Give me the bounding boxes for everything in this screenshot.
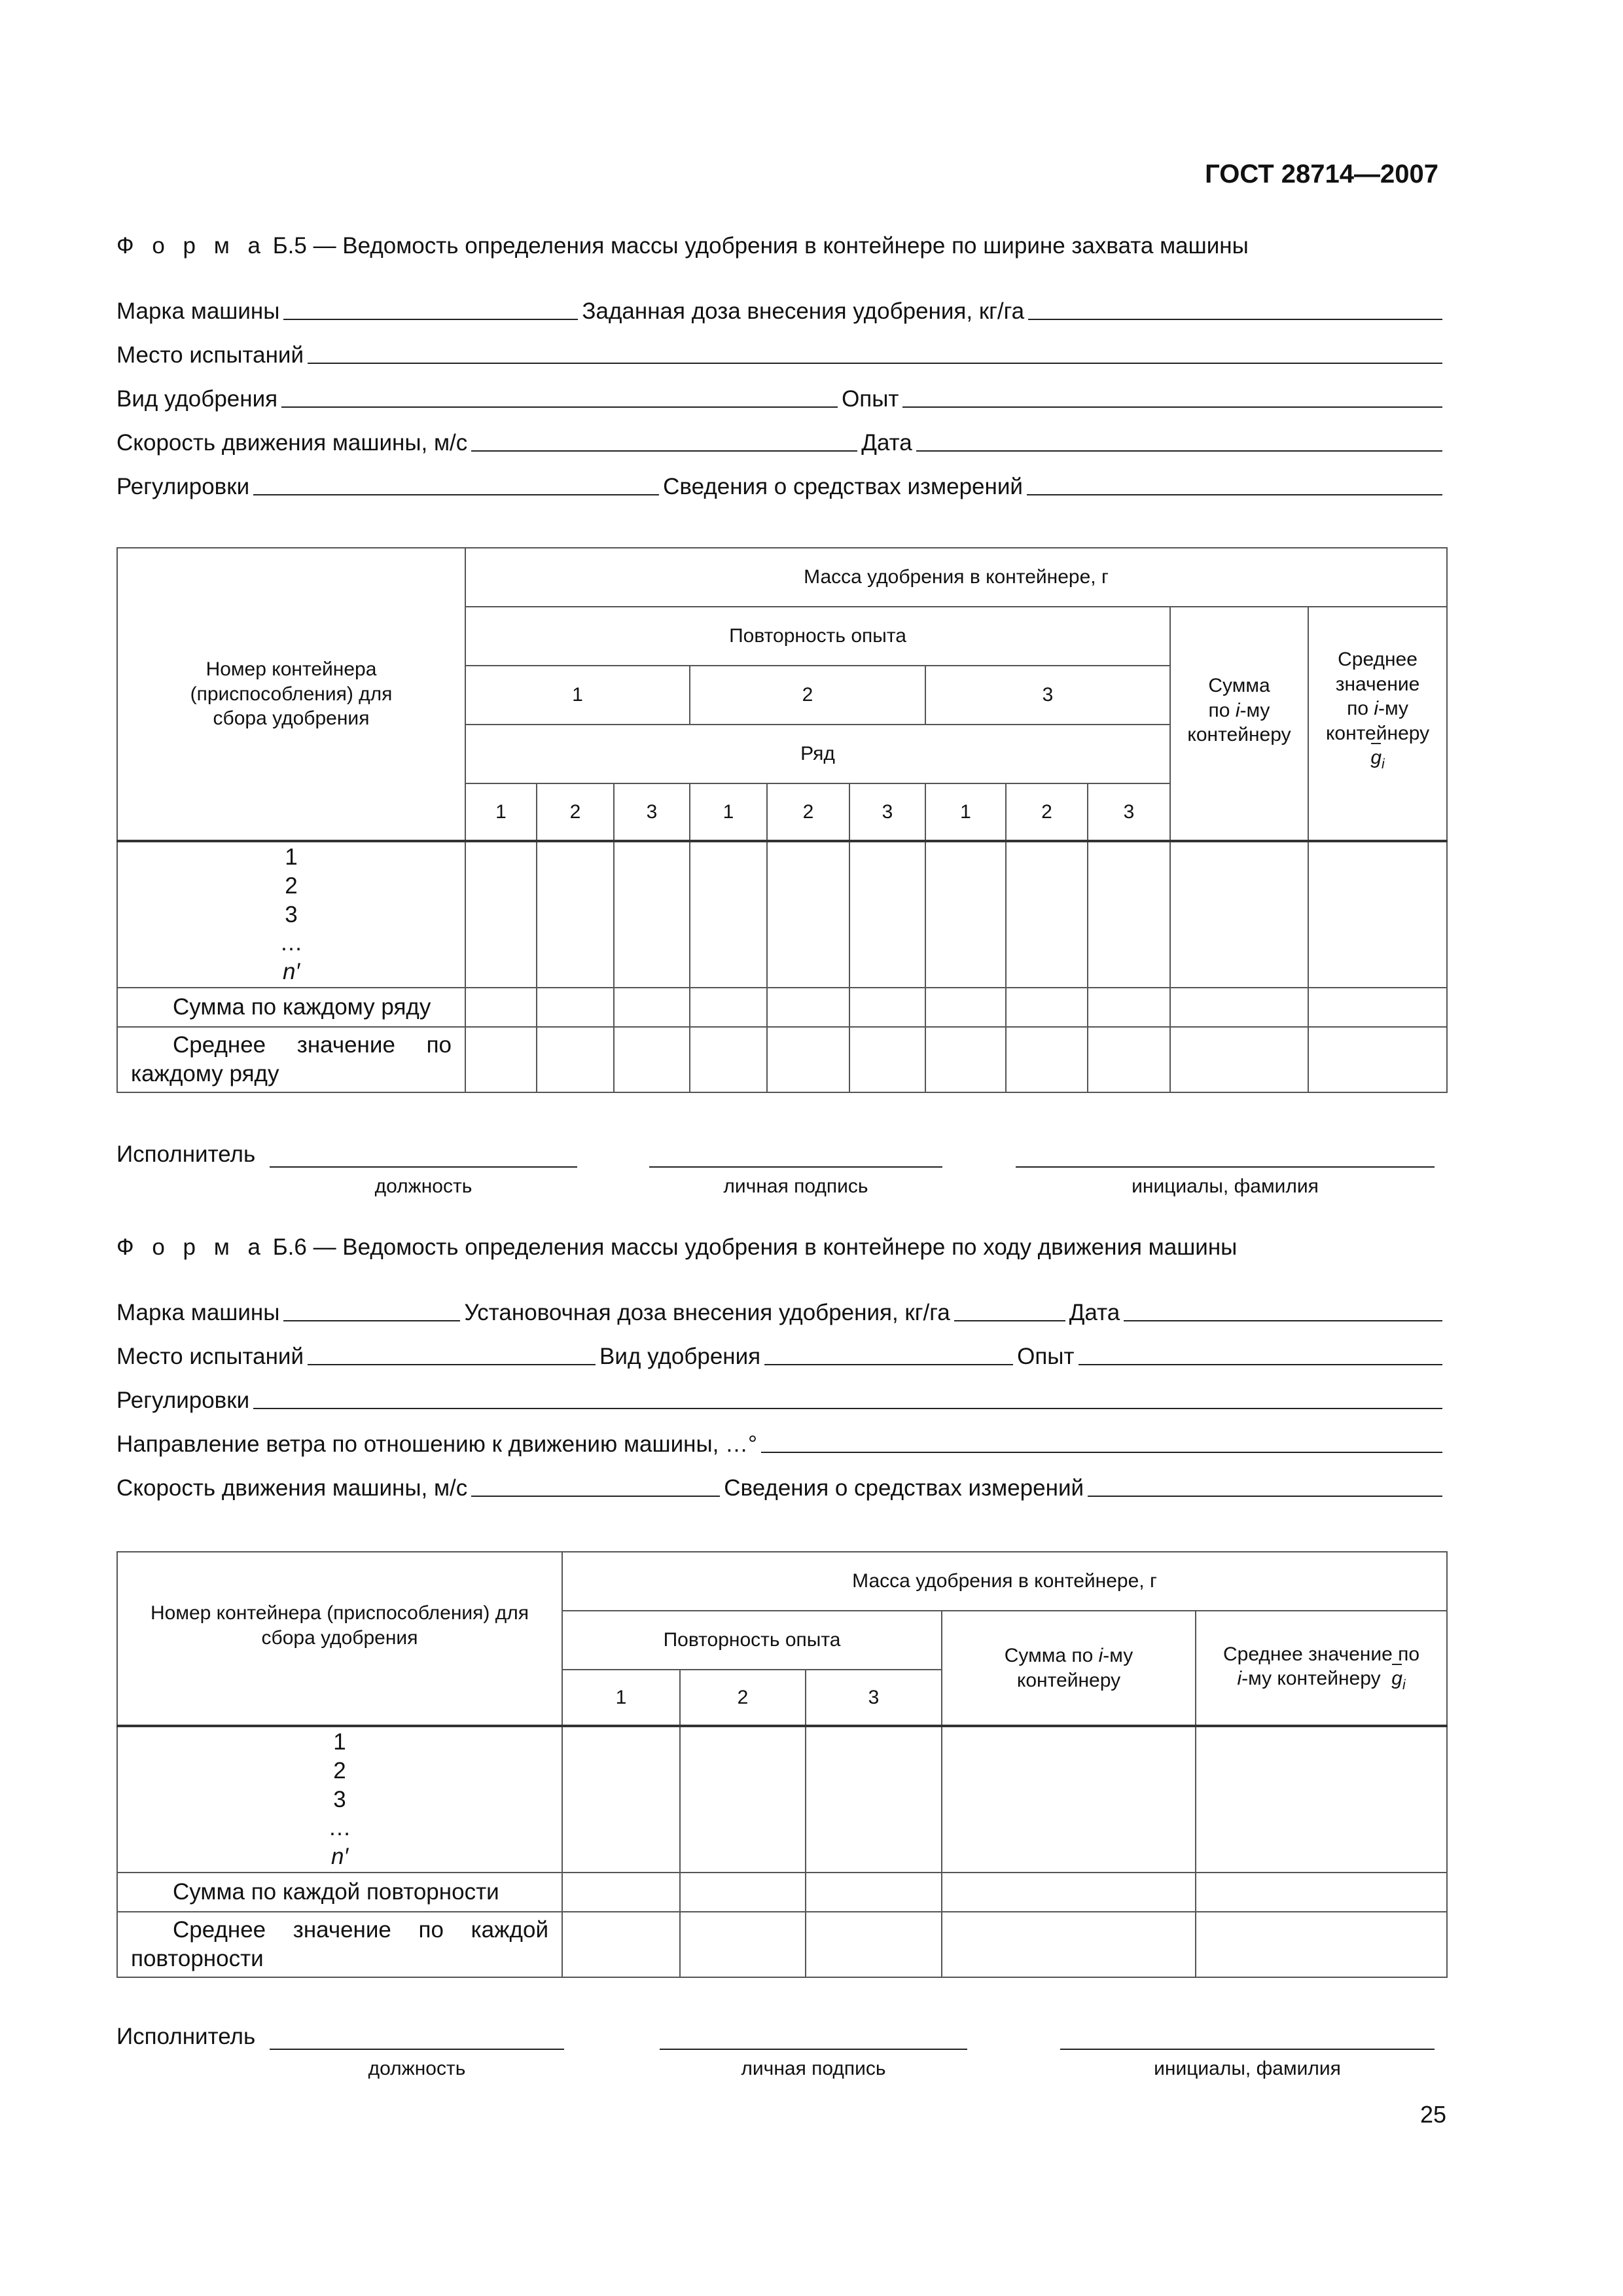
form5-adjust-line[interactable] — [253, 494, 659, 495]
form6-col-container-head: Номер контейнера (приспособления) для сбора удобрения — [117, 1552, 562, 1726]
form6-repeat-2: 2 — [680, 1670, 806, 1726]
form5-title — [116, 233, 1249, 259]
form6-mean-row-text: Среднее значение по каждой повторности — [131, 1917, 548, 1971]
form5-cell[interactable] — [849, 841, 925, 988]
form6-type-line[interactable] — [764, 1364, 1013, 1365]
form5-dose-line[interactable] — [1028, 319, 1442, 320]
form5-position-line[interactable] — [270, 1166, 577, 1168]
form5-cell[interactable] — [767, 1027, 849, 1092]
form6-cell[interactable] — [1196, 1912, 1447, 1977]
standard-number: ГОСТ 28714—2007 — [1205, 160, 1438, 188]
form6-row-place — [116, 1340, 1446, 1370]
form5-mean-row-label — [117, 1027, 465, 1092]
form5-row-num: 2 — [767, 783, 849, 841]
container-num: 1 — [333, 1729, 346, 1755]
form5-row-num: 2 — [1006, 783, 1088, 841]
form5-row-num: 3 — [1088, 783, 1170, 841]
form5-row-brand — [116, 295, 1446, 325]
form5-row-speed — [116, 426, 1446, 456]
form5-cell[interactable] — [1308, 1027, 1447, 1092]
form6-mass-head: Масса удобрения в контейнере, г — [562, 1552, 1447, 1611]
form6-sum-head: Сумма по i-му контейнеру — [942, 1611, 1196, 1726]
form5-cell[interactable] — [925, 988, 1006, 1027]
form5-exp-line[interactable] — [902, 406, 1442, 408]
form5-cell[interactable] — [767, 841, 849, 988]
form5-col-container-head: Номер контейнера (приспособления) для сбора удобрения — [117, 548, 465, 841]
form6-repeat-3: 3 — [806, 1670, 942, 1726]
form5-row-adjust — [116, 470, 1446, 500]
form5-cell[interactable] — [1170, 841, 1308, 988]
form5-mean-row-text: Среднее значение по каждому ряду — [131, 1032, 452, 1086]
form5-sum-row-label: Сумма по каждому ряду — [117, 988, 465, 1027]
form6-speed-line[interactable] — [471, 1496, 720, 1497]
form5-signature-caption: личная подпись — [723, 1175, 868, 1197]
container-num: n′ — [282, 959, 300, 985]
form5-cell[interactable] — [1006, 988, 1088, 1027]
form6-row-wind — [116, 1427, 1446, 1458]
form5-type-line[interactable] — [281, 406, 838, 408]
form6-cell[interactable] — [1196, 1726, 1447, 1873]
form5-title-prefix: Ф о р м а — [116, 233, 266, 259]
form5-cell[interactable] — [537, 988, 614, 1027]
form5-signature-line[interactable] — [649, 1166, 942, 1168]
form6-container-numbers — [117, 1726, 562, 1873]
form5-position-caption: должность — [374, 1175, 473, 1197]
form5-title-text: Б.5 — Ведомость определения массы удобрения в контейнере по ширине захвата машины — [266, 233, 1249, 259]
form6-signature-caption: личная подпись — [741, 2058, 886, 2079]
form6-instr-label: Сведения о средствах измерений — [724, 1475, 1084, 1501]
form5-mean-sub: i — [1382, 757, 1385, 772]
form5-cell[interactable] — [690, 988, 767, 1027]
form5-cell[interactable] — [465, 1027, 537, 1092]
form6-instr-line[interactable] — [1088, 1496, 1442, 1497]
form6-mean-head: Среднее значение по i-му контейнеру $g_i$ — [1196, 1611, 1447, 1726]
form6-position-caption: должность — [368, 2058, 466, 2079]
container-num: 3 — [285, 901, 298, 927]
form5-row-num: 1 — [690, 783, 767, 841]
form6-cell[interactable] — [942, 1726, 1196, 1873]
form6-brand-line[interactable] — [283, 1320, 460, 1321]
form6-mean-row-label — [117, 1912, 562, 1977]
form5-cell[interactable] — [1006, 841, 1088, 988]
form5-cell[interactable] — [690, 841, 767, 988]
form6-brand-label: Марка машины — [116, 1300, 280, 1325]
container-num: 2 — [333, 1757, 346, 1784]
form6-wind-label: Направление ветра по отношению к движению машины, …° — [116, 1431, 758, 1457]
form5-cell[interactable] — [537, 841, 614, 988]
form5-place-line[interactable] — [308, 363, 1442, 364]
form6-place-line[interactable] — [308, 1364, 596, 1365]
form6-cell[interactable] — [562, 1873, 680, 1912]
form5-cell[interactable] — [537, 1027, 614, 1092]
form5-cell[interactable] — [1006, 1027, 1088, 1092]
form6-repeat-1: 1 — [562, 1670, 680, 1726]
form5-cell[interactable] — [1088, 841, 1170, 988]
container-num: … — [328, 1815, 351, 1841]
form5-mean-head: Среднее значение по i-му контейнеру $g_i$ — [1308, 607, 1447, 841]
form5-initials-line[interactable] — [1016, 1166, 1435, 1168]
form5-cell[interactable] — [614, 841, 690, 988]
form5-cell[interactable] — [614, 988, 690, 1027]
form5-mean-symbol: g — [1370, 745, 1382, 770]
form5-cell[interactable] — [767, 988, 849, 1027]
form6-exp-line[interactable] — [1079, 1364, 1443, 1365]
form5-cell[interactable] — [1308, 988, 1447, 1027]
form5-row-place — [116, 338, 1446, 368]
form5-cell[interactable] — [614, 1027, 690, 1092]
form6-type-label: Вид удобрения — [599, 1344, 761, 1369]
form5-initials-caption: инициалы, фамилия — [1132, 1175, 1319, 1197]
form6-date-line[interactable] — [1124, 1320, 1442, 1321]
form6-cell[interactable] — [806, 1912, 942, 1977]
form6-cell[interactable] — [942, 1912, 1196, 1977]
form5-mass-head: Масса удобрения в контейнере, г — [465, 548, 1447, 607]
form6-cell[interactable] — [680, 1726, 806, 1873]
form5-brand-label: Марка машины — [116, 298, 280, 324]
form6-position-line[interactable] — [270, 2049, 564, 2050]
form5-cell[interactable] — [690, 1027, 767, 1092]
form6-adjust-label: Регулировки — [116, 1388, 250, 1413]
form5-row-type — [116, 382, 1446, 412]
form6-cell[interactable] — [680, 1873, 806, 1912]
form5-cell[interactable] — [1170, 988, 1308, 1027]
form5-repeat-1: 1 — [465, 666, 690, 725]
container-num: 3 — [333, 1786, 346, 1812]
form6-initials-line[interactable] — [1060, 2049, 1435, 2050]
form6-adjust-line[interactable] — [253, 1408, 1442, 1409]
form5-container-numbers — [117, 841, 465, 988]
form6-cell[interactable] — [562, 1912, 680, 1977]
form5-cell[interactable] — [465, 988, 537, 1027]
form6-exp-label: Опыт — [1017, 1344, 1075, 1369]
form5-cell[interactable] — [1308, 841, 1447, 988]
form6-title-prefix: Ф о р м а — [116, 1234, 266, 1260]
form5-row-num: 3 — [849, 783, 925, 841]
form5-date-line[interactable] — [916, 450, 1442, 452]
form5-brand-line[interactable] — [283, 319, 578, 320]
form6-table — [116, 1551, 1448, 1978]
form6-title — [116, 1234, 1237, 1261]
form6-dose-line[interactable] — [954, 1320, 1065, 1321]
form6-repeat-head: Повторность опыта — [562, 1611, 942, 1670]
page-number: 25 — [1419, 2101, 1446, 2128]
container-num: … — [279, 930, 303, 956]
form5-speed-line[interactable] — [471, 450, 857, 452]
form5-repeat-2: 2 — [690, 666, 925, 725]
form5-cell[interactable] — [1088, 988, 1170, 1027]
form5-row-num: 3 — [614, 783, 690, 841]
form6-title-text: Б.6 — Ведомость определения массы удобрения в контейнере по ходу движения машины — [266, 1234, 1238, 1260]
form5-cell[interactable] — [925, 841, 1006, 988]
form5-row-head: Ряд — [465, 725, 1170, 783]
form6-mean-symbol: g — [1391, 1666, 1402, 1691]
form5-row-num: 1 — [465, 783, 537, 841]
form6-date-label: Дата — [1069, 1300, 1120, 1325]
form5-row-num: 2 — [537, 783, 614, 841]
form6-sum-row-label: Сумма по каждой повторности — [117, 1873, 562, 1912]
container-num: 1 — [285, 844, 298, 870]
form6-wind-line[interactable] — [761, 1452, 1442, 1453]
form6-dose-label: Установочная доза внесения удобрения, кг/га — [464, 1300, 950, 1325]
form5-row-num: 1 — [925, 783, 1006, 841]
container-num: 2 — [285, 872, 298, 899]
form5-cell[interactable] — [1170, 1027, 1308, 1092]
form5-cell[interactable] — [849, 1027, 925, 1092]
form6-initials-caption: инициалы, фамилия — [1154, 2058, 1341, 2079]
form5-exp-label: Опыт — [842, 386, 899, 412]
form6-row-brand — [116, 1296, 1446, 1326]
form5-cell[interactable] — [925, 1027, 1006, 1092]
form6-executor-label: Исполнитель — [116, 2024, 256, 2049]
form6-cell[interactable] — [806, 1726, 942, 1873]
form5-executor-label: Исполнитель — [116, 1141, 256, 1167]
form5-speed-label: Скорость движения машины, м/с — [116, 430, 468, 456]
form6-cell[interactable] — [806, 1873, 942, 1912]
form5-repeat-3: 3 — [925, 666, 1170, 725]
form6-mean-sub: i — [1402, 1677, 1406, 1693]
form5-date-label: Дата — [861, 430, 912, 456]
form5-repeat-head: Повторность опыта — [465, 607, 1170, 666]
form5-instr-line[interactable] — [1027, 494, 1442, 495]
form6-row-speed — [116, 1471, 1446, 1501]
form5-table — [116, 547, 1448, 1093]
form5-type-label: Вид удобрения — [116, 386, 278, 412]
form5-instr-label: Сведения о средствах измерений — [663, 474, 1023, 499]
form6-signature-line[interactable] — [660, 2049, 967, 2050]
form5-place-label: Место испытаний — [116, 342, 304, 368]
form6-cell[interactable] — [1196, 1873, 1447, 1912]
form6-place-label: Место испытаний — [116, 1344, 304, 1369]
form5-cell[interactable] — [849, 988, 925, 1027]
form6-row-adjust — [116, 1384, 1446, 1414]
container-num: n′ — [330, 1844, 349, 1870]
form5-cell[interactable] — [465, 841, 537, 988]
form5-cell[interactable] — [1088, 1027, 1170, 1092]
form6-speed-label: Скорость движения машины, м/с — [116, 1475, 468, 1501]
form5-dose-label: Заданная доза внесения удобрения, кг/га — [582, 298, 1025, 324]
form6-cell[interactable] — [680, 1912, 806, 1977]
form5-adjust-label: Регулировки — [116, 474, 250, 499]
form5-sum-head: Сумма по i-му контейнеру — [1170, 607, 1308, 841]
form6-cell[interactable] — [562, 1726, 680, 1873]
form6-cell[interactable] — [942, 1873, 1196, 1912]
